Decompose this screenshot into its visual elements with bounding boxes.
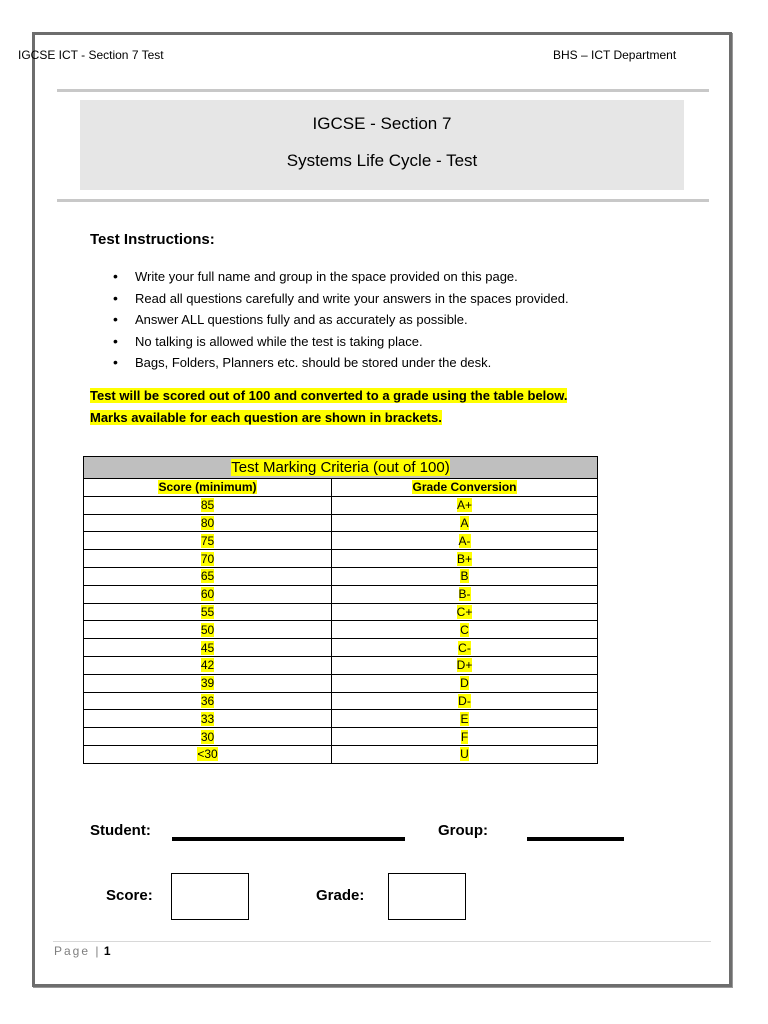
marks-note-text: Marks available for each question are shown in brackets. [90, 410, 442, 425]
column-header-grade [332, 479, 598, 497]
grade-value: B+ [456, 551, 472, 566]
score-cell [84, 621, 332, 639]
instruction-item: • Bags, Folders, Planners etc. should be stored under the desk. [90, 352, 569, 374]
scoring-note [90, 388, 567, 403]
score-value: 60 [200, 587, 215, 602]
grade-cell [332, 514, 598, 532]
table-caption [84, 457, 598, 479]
instruction-item: • No talking is allowed while the test is taking place. [90, 331, 569, 353]
table-row [84, 496, 598, 514]
score-cell [84, 728, 332, 746]
table-row [84, 728, 598, 746]
grade-cell [332, 728, 598, 746]
column-header-score-text: Score (minimum) [158, 480, 257, 495]
grade-value: C- [458, 640, 471, 655]
score-value: 42 [200, 658, 215, 673]
score-cell [84, 603, 332, 621]
grade-value: U [460, 747, 469, 762]
bottom-divider [57, 199, 709, 202]
table-row [84, 585, 598, 603]
top-divider [57, 89, 709, 92]
score-value: 50 [200, 622, 215, 637]
score-cell [84, 532, 332, 550]
score-value: 39 [200, 676, 215, 691]
table-row [84, 567, 598, 585]
header-right-text: BHS – ICT Department [553, 48, 677, 62]
grade-cell [332, 692, 598, 710]
grade-cell [332, 585, 598, 603]
table-row [84, 532, 598, 550]
table-row [84, 656, 598, 674]
score-value: 55 [200, 604, 215, 619]
score-cell [84, 567, 332, 585]
score-cell [84, 639, 332, 657]
table-row [84, 745, 598, 763]
table-row [84, 692, 598, 710]
table-row [84, 621, 598, 639]
table-row [84, 514, 598, 532]
grade-cell [332, 656, 598, 674]
table-row [84, 550, 598, 568]
student-label: Student: [90, 822, 151, 839]
grade-value: B [460, 569, 469, 584]
page-word: Page [54, 944, 91, 958]
grade-cell [332, 639, 598, 657]
score-value: 80 [200, 515, 215, 530]
grade-cell [332, 710, 598, 728]
table-row [84, 674, 598, 692]
score-value: 36 [200, 693, 215, 708]
grade-value: D [460, 676, 469, 691]
score-value: 85 [200, 498, 215, 513]
column-header-grade-text: Grade Conversion [412, 480, 517, 495]
score-value: 45 [200, 640, 215, 655]
scoring-note-text: Test will be scored out of 100 and converted to a grade using the table below. [90, 388, 568, 403]
marks-note [90, 410, 442, 425]
title-line-2: Systems Life Cycle - Test [286, 151, 478, 170]
grade-cell [332, 567, 598, 585]
grade-cell [332, 745, 598, 763]
grade-cell [332, 496, 598, 514]
grade-value: F [460, 729, 469, 744]
grade-label: Grade: [316, 887, 365, 904]
score-value: 30 [200, 729, 215, 744]
table-row [84, 603, 598, 621]
grade-value: C+ [456, 604, 473, 619]
student-name-line[interactable] [172, 837, 405, 841]
grade-cell [332, 550, 598, 568]
group-label: Group: [438, 822, 488, 839]
grade-cell [332, 674, 598, 692]
score-cell [84, 656, 332, 674]
score-cell [84, 745, 332, 763]
score-cell [84, 692, 332, 710]
grade-cell [332, 621, 598, 639]
instruction-item: • Answer ALL questions fully and as accurately as possible. [90, 309, 569, 331]
instruction-item: • Write your full name and group in the space provided on this page. [90, 266, 569, 288]
page-number: 1 [103, 944, 111, 958]
page-footer [54, 944, 111, 958]
grade-value: A+ [456, 498, 472, 513]
score-cell [84, 674, 332, 692]
grade-value: E [460, 711, 469, 726]
footer-separator: | [95, 944, 99, 958]
column-header-score [84, 479, 332, 497]
instructions-list [90, 266, 569, 374]
header-left-text: IGCSE ICT - Section 7 Test [18, 48, 164, 62]
score-cell [84, 496, 332, 514]
grade-cell [332, 603, 598, 621]
grade-value: D- [458, 693, 471, 708]
grade-cell [332, 532, 598, 550]
table-row [84, 710, 598, 728]
instruction-item: • Read all questions carefully and write your answers in the spaces provided. [90, 288, 569, 310]
grade-value: D+ [456, 658, 473, 673]
instructions-heading: Test Instructions: [90, 231, 215, 248]
table-row [84, 639, 598, 657]
marking-criteria-table [83, 456, 598, 764]
table-caption-text: Test Marking Criteria (out of 100) [231, 458, 450, 476]
title-block [80, 100, 684, 190]
grade-value: C [460, 622, 469, 637]
score-cell [84, 514, 332, 532]
grade-value: B- [458, 587, 471, 602]
footer-divider [53, 941, 711, 942]
score-value: 70 [200, 551, 215, 566]
score-label: Score: [106, 887, 153, 904]
score-cell [84, 550, 332, 568]
score-value: 65 [200, 569, 215, 584]
title-line-1: IGCSE - Section 7 [312, 114, 452, 133]
score-value: 75 [200, 533, 215, 548]
score-value: <30 [197, 747, 218, 762]
score-cell [84, 710, 332, 728]
score-value: 33 [200, 711, 215, 726]
grade-value: A- [458, 533, 471, 548]
score-box[interactable] [171, 873, 249, 920]
grade-box[interactable] [388, 873, 466, 920]
score-cell [84, 585, 332, 603]
table-body [84, 496, 598, 763]
grade-value: A [460, 515, 469, 530]
group-line[interactable] [527, 837, 624, 841]
